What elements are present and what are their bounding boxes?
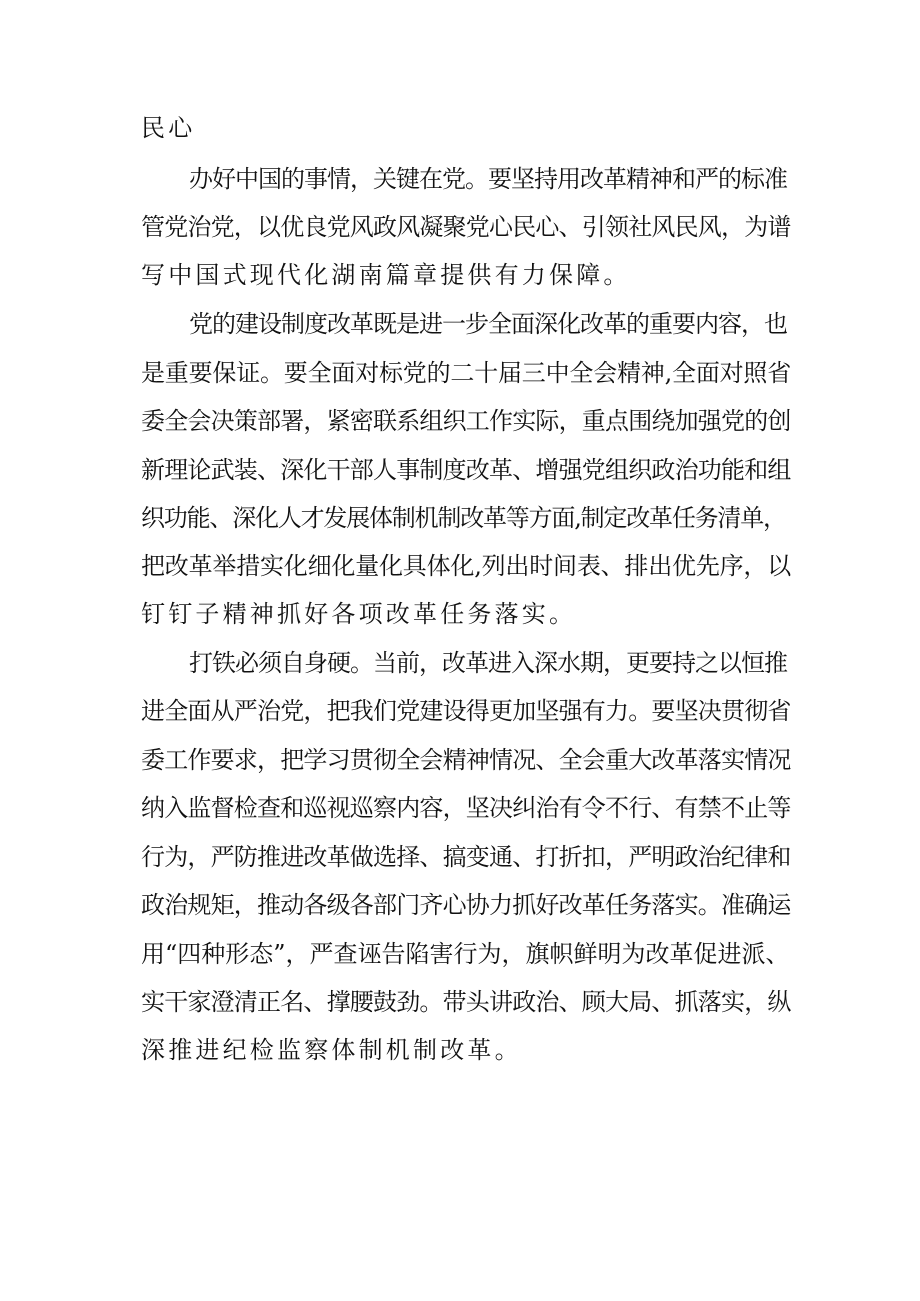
paragraph-2-line-0: 党的建设制度改革既是进一步全面深化改革的重要内容，也: [189, 310, 787, 338]
paragraph-3-line-2: 委工作要求，把学习贯彻全会精神情况、全会重大改革落实情况: [141, 746, 791, 774]
paragraph-3-line-5: 政治规矩，推动各级各部门齐心协力抓好改革任务落实。准确运: [141, 891, 791, 919]
paragraph-1-line-0: 办好中国的事情，关键在党。要坚持用改革精神和严的标准: [189, 165, 787, 193]
paragraph-3-line-0: 打铁必须自身硬。当前，改革进入深水期，更要持之以恒推: [189, 649, 787, 677]
paragraph-2-line-2: 委全会决策部署，紧密联系组织工作实际，重点围绕加强党的创: [141, 407, 791, 435]
paragraph-3-line-3: 纳入监督检查和巡视巡察内容，坚决纠治有令不行、有禁不止等: [141, 794, 791, 822]
paragraph-1-line-2: 写中国式现代化湖南篇章提供有力保障。: [141, 261, 631, 289]
paragraph-2-line-4: 织功能、深化人才发展体制机制改革等方面,制定改革任务清单，: [141, 504, 786, 532]
paragraph-3-line-1: 进全面从严治党，把我们党建设得更加坚强有力。要坚决贯彻省: [141, 697, 791, 725]
paragraph-3-line-7: 实干家澄清正名、撑腰鼓劲。带头讲政治、顾大局、抓落实，纵: [141, 988, 791, 1016]
paragraph-2-line-3: 新理论武装、深化干部人事制度改革、增强党组织政治功能和组: [141, 456, 791, 484]
paragraph-0-line-0: 民心: [141, 114, 196, 142]
paragraph-3-line-6: 用“四种形态”，严查诬告陷害行为，旗帜鲜明为改革促进派、: [141, 940, 790, 968]
paragraph-3-line-4: 行为，严防推进改革做选择、搞变通、打折扣，严明政治纪律和: [141, 843, 791, 871]
paragraph-1-line-1: 管党治党，以优良党风政风凝聚党心民心、引领社风民风，为谱: [141, 213, 791, 241]
paragraph-2-line-5: 把改革举措实化细化量化具体化,列出时间表、排出优先序，以: [141, 552, 792, 580]
paragraph-2-line-6: 钉钉子精神抓好各项改革任务落实。: [141, 600, 577, 628]
paragraph-2-line-1: 是重要保证。要全面对标党的二十届三中全会精神,全面对照省: [141, 359, 792, 387]
paragraph-3-line-8: 深推进纪检监察体制机制改革。: [141, 1036, 522, 1064]
